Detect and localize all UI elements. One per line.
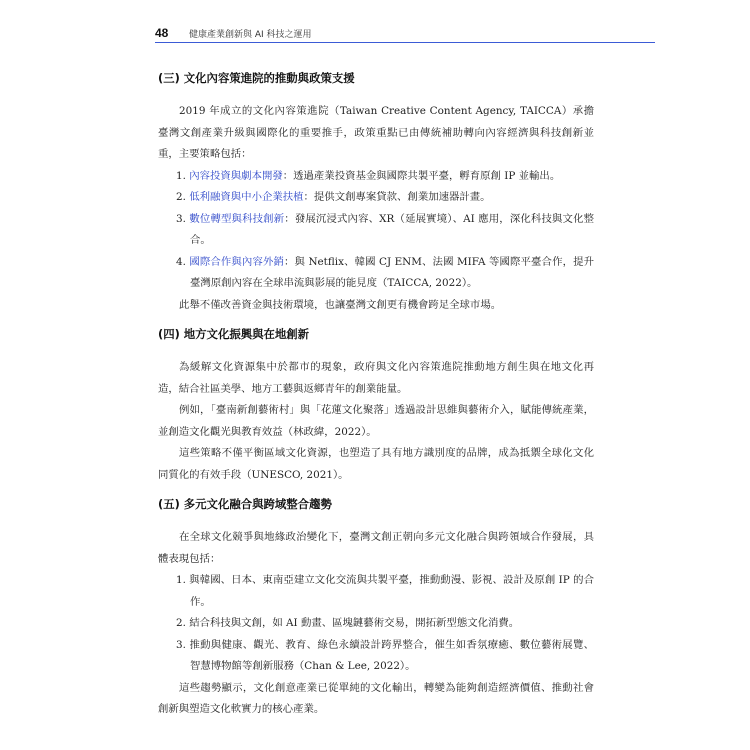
list-item-term: 內容投資與劇本開發: [189, 169, 283, 182]
section-5-closing: 這些趨勢顯示，文化創意產業已從單純的文化輸出，轉變為能夠創造經濟價值、推動社會創新與塑造文化軟實力的核心產業。: [158, 681, 594, 715]
section-3-closing: 此舉不僅改善資金與技術環境，也讓臺灣文創更有機會跨足全球市場。: [179, 298, 502, 311]
list-item: 2. 結合科技與文創，如 AI 動畫、區塊鏈藝術交易，開拓新型態文化消費。: [176, 617, 520, 629]
running-title: 健康產業創新與 AI 科技之運用: [189, 30, 312, 40]
list-item: 4. 國際合作與內容外銷：與 Netflix、韓國 CJ ENM、法國 MIFA 等國際平臺合作，提升臺灣原創內容在全球串流與影展的能見度（TAICCA, 2022）。: [176, 255, 594, 289]
list-item: 3. 推動與健康、觀光、教育、綠色永續設計跨界整合，催生如香氛療癒、數位藝術展覽、智慧博物館等創新服務（Chan & Lee, 2022）。: [176, 638, 595, 672]
section-4-paragraph-2: 例如，「臺南新創藝術村」與「花蓮文化聚落」透過設計思維與藝術介入，賦能傳統產業，並創造文化觀光與教育效益（林政緯，2022）。: [158, 404, 594, 438]
list-item: 1. 內容投資與劇本開發：透過產業投資基金與國際共製平臺，孵育原創 IP 並輸出。: [176, 169, 561, 182]
section-4-paragraph-1: 為緩解文化資源集中於都市的現象，政府與文化內容策進院推動地方創生與在地文化再造，結合社區美學、地方工藝與返鄉青年的創業能量。: [158, 361, 594, 395]
section-3-list: [158, 166, 594, 295]
page-number: 48: [155, 26, 169, 40]
section-3-intro: 2019 年成立的文化內容策進院（Taiwan Creative Content Agency, TAICCA）承擔臺灣文創產業升級與國際化的重要推手，政策重點已由傳統補助轉向內容經濟與科技創新並重，主要策略包括：: [158, 105, 594, 160]
section-heading-4: (四) 地方文化振興與在地創新: [158, 327, 310, 341]
list-item-term: 低利融資與中小企業扶植: [189, 191, 304, 203]
section-4-paragraph-3: 這些策略不僅平衡區域文化資源，也塑造了具有地方識別度的品牌，成為抵禦全球化文化同質化的有效手段（UNESCO, 2021）。: [158, 447, 594, 481]
section-5-list: [158, 570, 594, 678]
section-5-intro: 在全球文化競爭與地緣政治變化下，臺灣文創正朝向多元文化融合與跨領域合作發展，具體表現包括：: [158, 531, 594, 565]
page-body: [158, 70, 594, 721]
list-item-term: 國際合作與內容外銷: [189, 255, 284, 268]
list-item-term: 數位轉型與科技創新: [189, 212, 285, 225]
section-heading-3: (三) 文化內容策進院的推動與政策支援: [158, 71, 355, 85]
list-item: 2. 低利融資與中小企業扶植：提供文創專案貸款、創業加速器計畫。: [176, 191, 491, 203]
section-heading-5: (五) 多元文化融合與跨域整合趨勢: [158, 497, 332, 511]
list-item: 3. 數位轉型與科技創新：發展沉浸式內容、XR（延展實境）、AI 應用，深化科技與文化整合。: [176, 212, 595, 246]
list-item: 1. 與韓國、日本、東南亞建立文化交流與共製平臺，推動動漫、影視、設計及原創 IP 的合作。: [176, 574, 594, 608]
page-header: [155, 26, 655, 43]
